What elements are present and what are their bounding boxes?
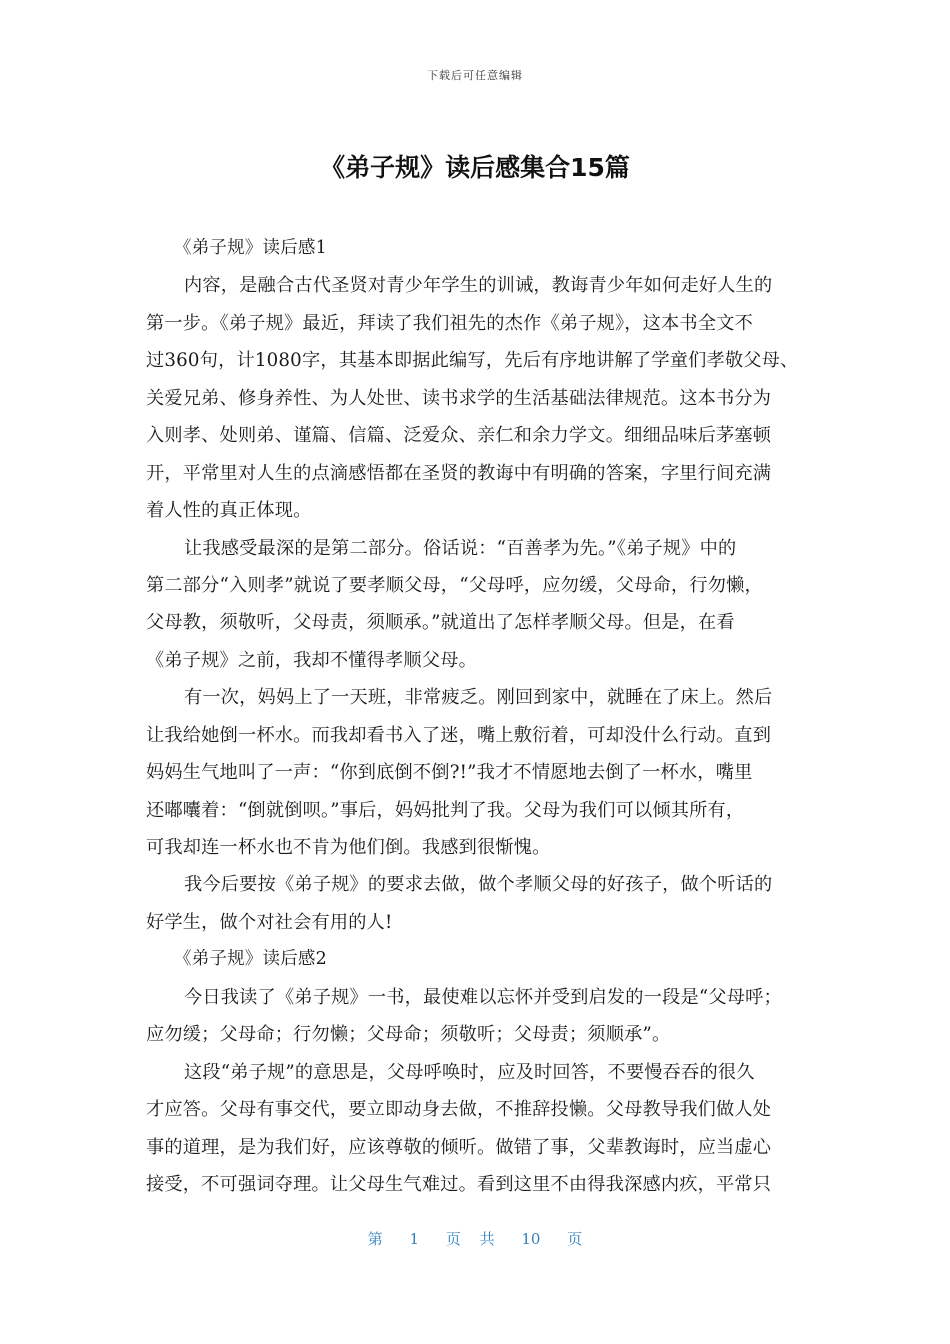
- text-line: 还嘟囔着：“倒就倒呗。”事后，妈妈批判了我。父母为我们可以倾其所有，: [146, 799, 745, 821]
- text-line: 开，平常里对人生的点滴感悟都在圣贤的教诲中有明确的答案，字里行间充满: [146, 462, 772, 484]
- text-line: 这段“弟子规”的意思是，父母呼唤时，应及时回答，不要慢吞吞的很久: [184, 1061, 755, 1083]
- text-line: 妈妈生气地叫了一声：“你到底倒不倒?!”我才不情愿地去倒了一杯水，嘴里: [146, 762, 753, 784]
- section-heading: 《弟子规》读后感1: [174, 238, 327, 258]
- text-line: 过360句，计1080字，其基本即据此编写，先后有序地讲解了学童们孝敬父母、: [146, 350, 799, 372]
- text-line: 才应答。父母有事交代，要立即动身去做，不推辞投懒。父母教导我们做人处: [146, 1099, 772, 1121]
- text-line: 好学生，做个对社会有用的人!: [146, 911, 393, 933]
- text-line: 让我感受最深的是第二部分。俗话说：“百善孝为先。”《弟子规》中的: [184, 537, 737, 559]
- text-line: 父母教，须敬听，父母责，须顺承。”就道出了怎样孝顺父母。但是，在看: [146, 612, 735, 634]
- text-line: 有一次，妈妈上了一天班，非常疲乏。刚回到家中，就睡在了床上。然后: [184, 687, 773, 709]
- header-note: 下载后可任意编辑: [427, 69, 523, 82]
- document-title: 《弟子规》读后感集合15篇: [320, 153, 630, 182]
- footer-prefix: 第: [367, 1230, 383, 1248]
- footer-middle: 页 共: [445, 1230, 495, 1248]
- text-line: 关爱兄弟、修身养性、为人处世、读书求学的生活基础法律规范。这本书分为: [146, 387, 772, 409]
- text-line: 接受，不可强词夺理。让父母生气难过。看到这里不由得我深感内疚，平常只: [146, 1173, 772, 1195]
- text-line: 我今后要按《弟子规》的要求去做，做个孝顺父母的好孩子，做个听话的: [184, 874, 773, 896]
- text-line: 第一步。《弟子规》最近，拜读了我们祖先的杰作《弟子规》，这本书全文不: [146, 312, 753, 334]
- text-line: 入则孝、处则弟、谨篇、信篇、泛爱众、亲仁和余力学文。细细品味后茅塞顿: [146, 425, 772, 447]
- text-line: 事的道理，是为我们好，应该尊敬的倾听。做错了事，父辈教诲时，应当虚心: [146, 1136, 772, 1158]
- footer-suffix: 页: [567, 1230, 583, 1248]
- page-footer: [0, 1228, 950, 1249]
- text-line: 让我给她倒一杯水。而我却看书入了迷，嘴上敷衍着，可却没什么行动。直到: [146, 724, 772, 746]
- text-line: 着人性的真正体现。: [146, 500, 312, 522]
- footer-page-number: 1: [409, 1230, 420, 1248]
- text-line: 内容，是融合古代圣贤对青少年学生的训诫，教诲青少年如何走好人生的: [184, 275, 773, 297]
- text-line: 《弟子规》之前，我却不懂得孝顺父母。: [146, 649, 477, 671]
- text-line: 第二部分“入则孝”就说了要孝顺父母，“父母呼，应勿缓，父母命，行勿懒，: [146, 574, 763, 596]
- section-heading: 《弟子规》读后感2: [174, 949, 327, 970]
- footer-total-pages: 10: [521, 1230, 541, 1248]
- text-line: 今日我读了《弟子规》一书，最使难以忘怀并受到启发的一段是“父母呼；: [184, 986, 782, 1008]
- text-line: 可我却连一杯水也不肯为他们倒。我感到很惭愧。: [146, 837, 551, 858]
- document-body: [146, 230, 812, 1203]
- text-line: 应勿缓；父母命；行勿懒；父母命；须敬听；父母责；须顺承”。: [146, 1024, 671, 1046]
